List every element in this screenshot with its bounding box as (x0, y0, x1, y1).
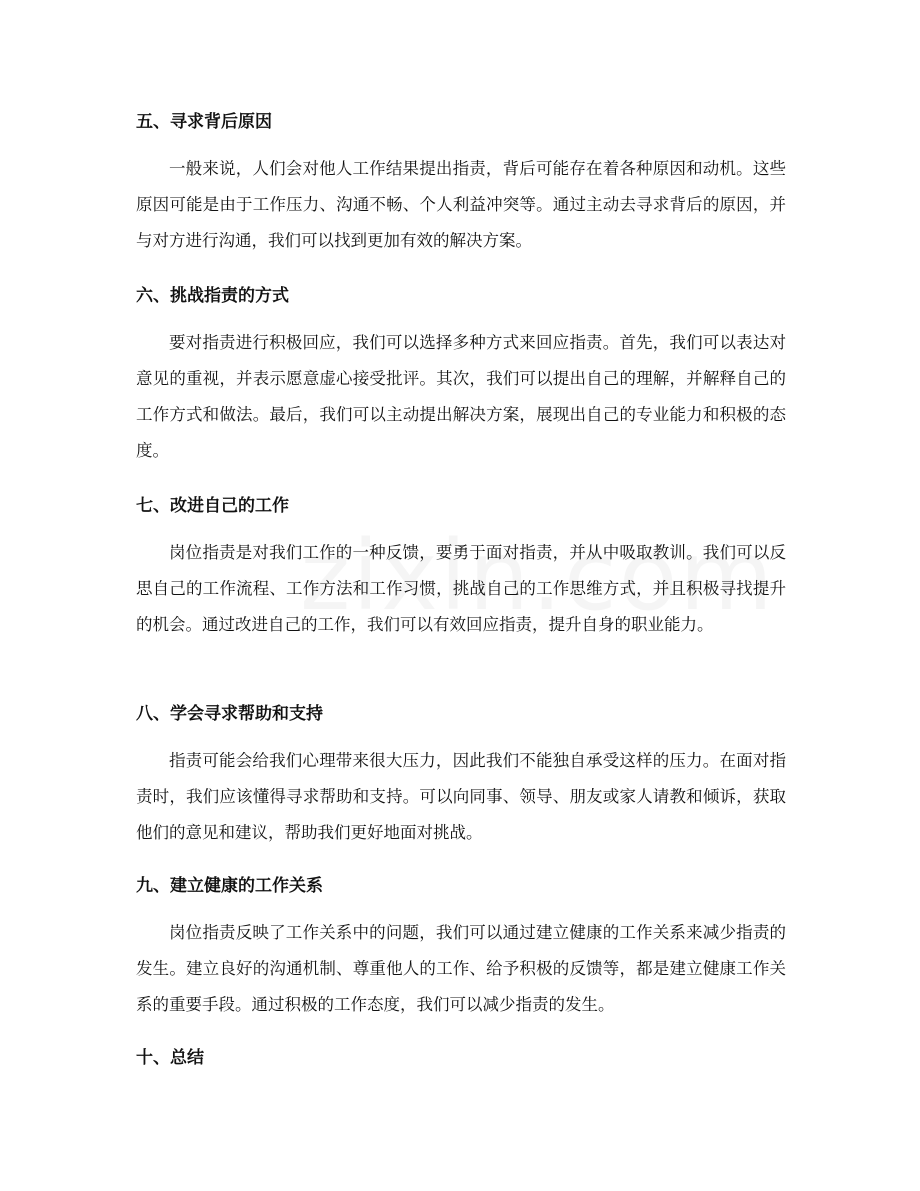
section-body: 岗位指责是对我们工作的一种反馈，要勇于面对指责，并从中吸取教训。我们可以反思自己的工作流程、工作方法和工作习惯，挑战自己的工作思维方式，并且积极寻找提升的机会。通过改进自己的工作，我们可以有效回应指责，提升自身的职业能力。 (136, 543, 786, 634)
section-heading: 五、寻求背后原因 (136, 112, 272, 132)
section-6 (136, 284, 786, 469)
section-heading: 十、总结 (136, 1048, 204, 1068)
section-heading: 六、挑战指责的方式 (136, 286, 289, 306)
section-body: 一般来说，人们会对他人工作结果提出指责，背后可能存在着各种原因和动机。这些原因可能是由于工作压力、沟通不畅、个人利益冲突等。通过主动去寻求背后的原因，并与对方进行沟通，我们可以找到更加有效的解决方案。 (136, 159, 786, 250)
section-heading: 九、建立健康的工作关系 (136, 876, 323, 896)
section-body: 要对指责进行积极回应，我们可以选择多种方式来回应指责。首先，我们可以表达对意见的重视，并表示愿意虚心接受批评。其次，我们可以提出自己的理解，并解释自己的工作方式和做法。最后，我们可以主动提出解决方案，展现出自己的专业能力和积极的态度。 (136, 333, 786, 460)
section-10 (136, 1046, 786, 1070)
section-9 (136, 874, 786, 1023)
section-8 (136, 702, 786, 851)
section-heading: 七、改进自己的工作 (136, 496, 289, 516)
section-7 (136, 494, 786, 643)
section-heading: 八、学会寻求帮助和支持 (136, 704, 323, 724)
section-5 (136, 110, 786, 259)
section-body: 指责可能会给我们心理带来很大压力，因此我们不能独自承受这样的压力。在面对指责时，我们应该懂得寻求帮助和支持。可以向同事、领导、朋友或家人请教和倾诉，获取他们的意见和建议，帮助我们更好地面对挑战。 (136, 751, 786, 842)
section-body: 岗位指责反映了工作关系中的问题，我们可以通过建立健康的工作关系来减少指责的发生。建立良好的沟通机制、尊重他人的工作、给予积极的反馈等，都是建立健康工作关系的重要手段。通过积极的工作态度，我们可以减少指责的发生。 (136, 923, 786, 1014)
